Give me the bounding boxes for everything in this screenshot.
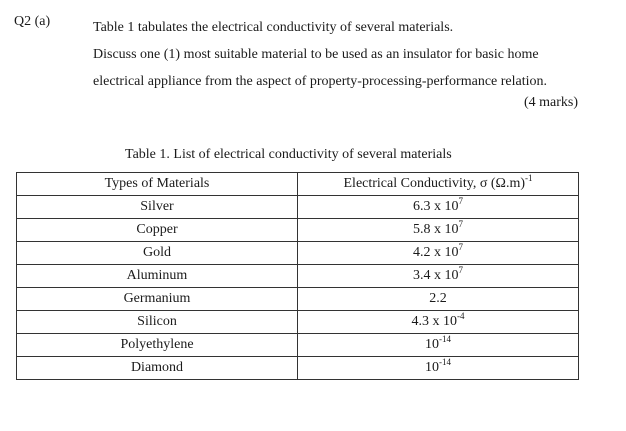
material-cell: Germanium [17,288,298,311]
conductivity-exponent: -14 [439,334,451,344]
table-caption: Table 1. List of electrical conductivity of several materials [125,147,452,162]
table-row [17,242,579,265]
table-row [17,196,579,219]
conductivity-mantissa: 4.2 x 10 [413,245,459,260]
conductivity-mantissa: 10 [425,337,439,352]
table-row [17,334,579,357]
question-line: Table 1 tabulates the electrical conductivity of several materials. [93,20,454,35]
header-material: Types of Materials [17,173,298,196]
material-cell: Diamond [17,357,298,380]
conductivity-mantissa: 4.3 x 10 [411,314,457,329]
conductivity-exponent: -14 [439,357,451,367]
conductivity-exponent: -4 [457,311,465,321]
conductivity-mantissa: 5.8 x 10 [413,222,459,237]
marks-label: (4 marks) [523,95,578,110]
conductivity-exponent: 7 [458,265,463,275]
question-line: electrical appliance from the aspect of property-processing-performance relation. [93,74,548,89]
conductivity-cell [298,357,579,380]
header-conductivity [298,173,579,196]
conductivity-cell [298,219,579,242]
question-number: Q2 (a) [14,14,51,29]
material-cell: Gold [17,242,298,265]
table-row [17,219,579,242]
conductivity-exponent: 7 [458,242,463,252]
conductivity-exponent: 7 [458,196,463,206]
table-row [17,357,579,380]
conductivity-cell [298,334,579,357]
conductivity-cell [298,311,579,334]
conductivity-mantissa: 10 [425,360,439,375]
header-conductivity-exponent: -1 [525,173,533,183]
material-cell: Copper [17,219,298,242]
material-cell: Aluminum [17,265,298,288]
conductivity-table [16,172,579,380]
table-row [17,265,579,288]
table-header-row [17,173,579,196]
conductivity-mantissa: 3.4 x 10 [413,268,459,283]
material-cell: Silicon [17,311,298,334]
question-line: Discuss one (1) most suitable material to be used as an insulator for basic home [93,47,539,62]
material-cell: Silver [17,196,298,219]
header-conductivity-text: Electrical Conductivity, σ (Ω.m) [343,176,525,191]
question-text [93,14,593,95]
table-row [17,288,579,311]
table-row [17,311,579,334]
conductivity-cell [298,196,579,219]
conductivity-mantissa: 6.3 x 10 [413,199,459,214]
material-cell: Polyethylene [17,334,298,357]
conductivity-cell [298,265,579,288]
conductivity-cell [298,288,579,311]
conductivity-exponent: 7 [458,219,463,229]
conductivity-cell [298,242,579,265]
conductivity-mantissa: 2.2 [429,291,447,306]
